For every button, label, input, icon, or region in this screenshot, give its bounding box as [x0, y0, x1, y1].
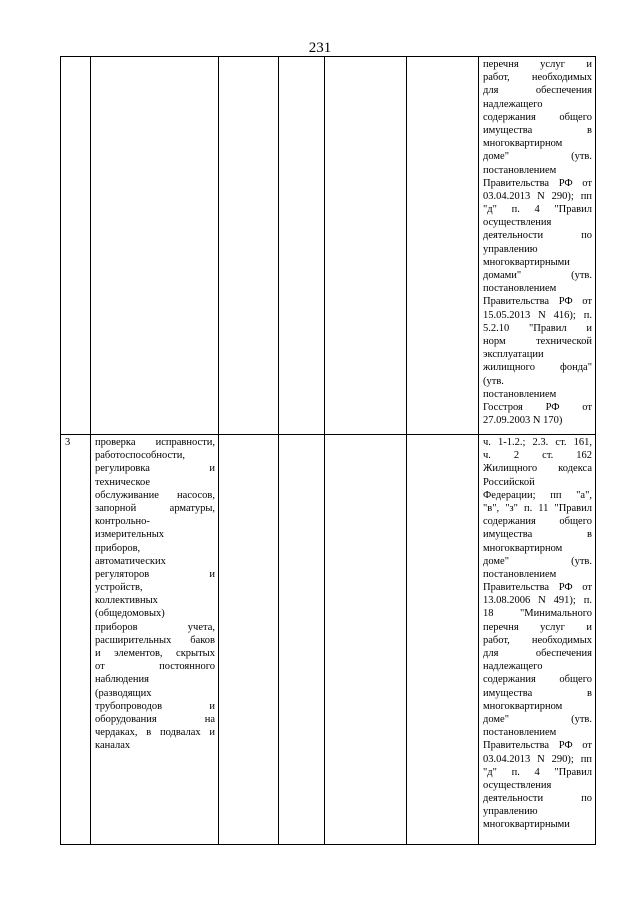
text-line: Правительства РФ от	[483, 177, 592, 189]
text-line: техническое	[95, 476, 151, 488]
text-line: надлежащего	[483, 661, 543, 673]
text-line: домами" (утв.	[483, 270, 592, 281]
text-line: 18 "Минимального	[483, 608, 592, 620]
text-line: осуществления	[483, 779, 552, 791]
text-line: (общедомовых)	[95, 608, 165, 620]
text-line: ч. 1-1.2.; 2.3. ст. 161,	[483, 437, 592, 448]
row-number-cell: 3	[61, 435, 91, 845]
legal-basis-cell	[479, 57, 596, 435]
row-number-cell	[61, 57, 91, 435]
page-number: 231	[308, 40, 332, 56]
text-line: расширительных баков	[95, 634, 215, 646]
text-line: устройств,	[95, 582, 143, 594]
text-line: содержания общего	[483, 674, 592, 686]
text-line: многоквартирными	[483, 819, 570, 831]
text-line: наблюдения	[95, 674, 149, 686]
text-line: надлежащего	[483, 98, 543, 110]
text-line: "д" п. 4 "Правил	[483, 766, 592, 778]
text-line: постановлением	[483, 283, 557, 295]
text-line: автоматических	[95, 555, 166, 567]
text-line: 03.04.2013 N 290); пп	[483, 190, 592, 202]
text-line: норм технической	[483, 335, 592, 347]
text-line: доме" (утв.	[483, 713, 592, 725]
text-line: управлению	[483, 243, 538, 255]
text-line: приборов,	[95, 542, 141, 554]
text-line: 15.05.2013 N 416); п.	[483, 309, 592, 321]
text-line: многоквартирном	[483, 138, 563, 150]
empty-cell	[219, 435, 279, 845]
text-line: осуществления	[483, 217, 552, 229]
legal-basis-cell	[479, 435, 596, 845]
text-line: Жилищного кодекса	[483, 463, 592, 475]
text-line: многоквартирном	[483, 542, 563, 554]
text-line: постановлением	[483, 727, 557, 739]
text-line: доме" (утв.	[483, 151, 592, 163]
text-line: жилищного фонда"	[483, 362, 592, 374]
works-table	[60, 56, 596, 845]
text-line: запорной арматуры,	[95, 502, 215, 514]
text-line: приборов учета,	[95, 621, 215, 633]
text-line: Правительства РФ от	[483, 296, 592, 308]
text-line: (разводящих	[95, 687, 152, 699]
text-line: Федерации; пп "а",	[483, 489, 592, 501]
text-line: для обеспечения	[483, 648, 592, 659]
text-line: работ, необходимых	[483, 634, 592, 646]
text-line: регулировка и	[95, 463, 215, 475]
text-line: "в", "з" п. 11 "Правил	[483, 502, 592, 514]
text-line: доме" (утв.	[483, 555, 592, 567]
text-line: от постоянного	[95, 661, 215, 673]
text-line: контрольно-	[95, 516, 150, 528]
text-line: имущества в	[483, 124, 592, 136]
text-line: обслуживание насосов,	[95, 489, 215, 501]
text-line: работ, необходимых	[483, 72, 592, 84]
table-row	[61, 57, 596, 435]
text-line: трубопроводов и	[95, 700, 215, 712]
work-description-cell	[91, 435, 219, 845]
empty-cell	[219, 57, 279, 435]
text-line: проверка исправности,	[95, 437, 215, 448]
text-line: ч. 2 ст. 162	[483, 450, 592, 462]
text-line: коллективных	[95, 595, 158, 607]
text-line: и элементов, скрытых	[95, 648, 215, 659]
text-line: (утв.	[483, 375, 504, 387]
empty-cell	[325, 57, 407, 435]
text-line: многоквартирными	[483, 256, 570, 268]
table-row	[61, 435, 596, 845]
text-line: содержания общего	[483, 111, 592, 123]
text-line: регуляторов и	[95, 568, 215, 580]
empty-cell	[325, 435, 407, 845]
text-line: перечня услуг и	[483, 621, 592, 633]
text-line: 03.04.2013 N 290); пп	[483, 753, 592, 765]
text-line: чердаках, в подвалах и	[95, 727, 215, 739]
text-line: многоквартирном	[483, 700, 563, 712]
text-line: содержания общего	[483, 516, 592, 528]
work-description-cell	[91, 57, 219, 435]
text-line: постановлением	[483, 388, 557, 400]
text-line: постановлением	[483, 164, 557, 176]
empty-cell	[279, 57, 325, 435]
text-line: постановлением	[483, 568, 557, 580]
text-line: оборудования на	[95, 713, 215, 725]
text-line: Госстроя РФ от	[483, 401, 592, 413]
text-line: каналах	[95, 740, 131, 752]
text-line: Российской	[483, 476, 535, 488]
text-line: перечня услуг и	[483, 59, 592, 70]
text-line: имущества в	[483, 687, 592, 699]
text-line: деятельности по	[483, 230, 592, 242]
text-line: работоспособности,	[95, 450, 185, 462]
text-line: 27.09.2003 N 170)	[483, 415, 563, 427]
text-line: 5.2.10 "Правил и	[483, 322, 592, 334]
text-line: Правительства РФ от	[483, 582, 592, 594]
empty-cell	[407, 435, 479, 845]
text-line: эксплуатации	[483, 349, 544, 361]
text-line: для обеспечения	[483, 85, 592, 97]
text-line: 13.08.2006 N 491); п.	[483, 595, 592, 607]
empty-cell	[407, 57, 479, 435]
text-line: Правительства РФ от	[483, 740, 592, 752]
text-line: управлению	[483, 806, 538, 818]
empty-cell	[279, 435, 325, 845]
text-line: "д" п. 4 "Правил	[483, 204, 592, 216]
text-line: деятельности по	[483, 793, 592, 805]
text-line: имущества в	[483, 529, 592, 541]
text-line: измерительных	[95, 529, 164, 541]
